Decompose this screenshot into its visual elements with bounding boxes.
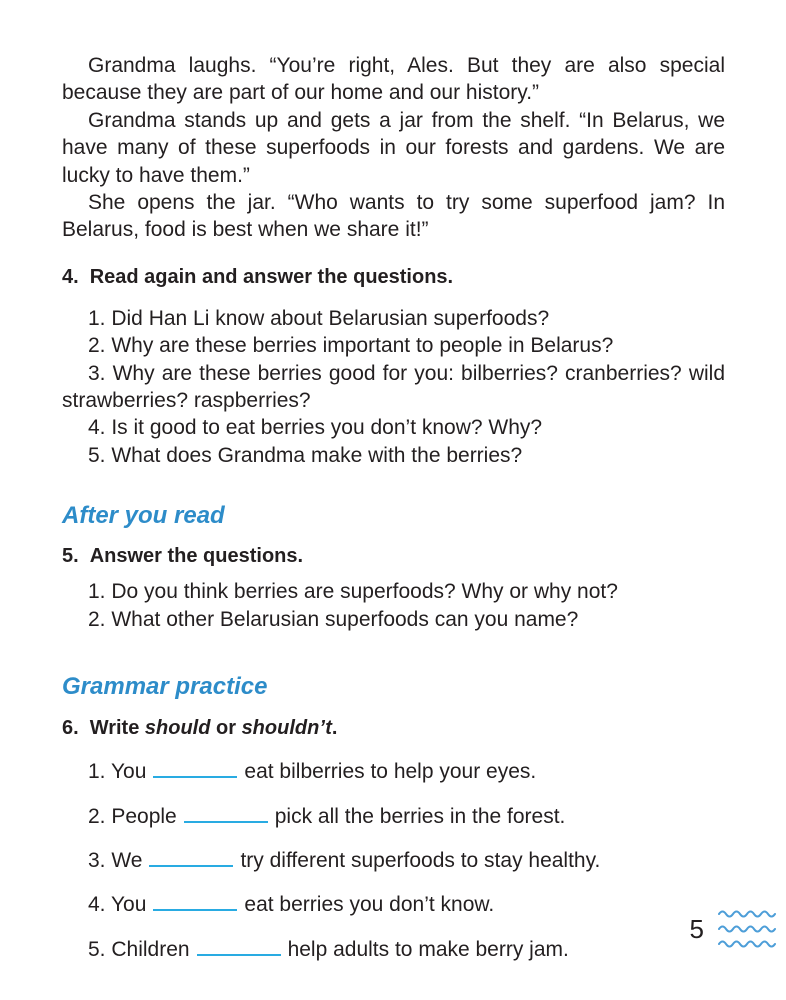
reading-paragraph: Grandma laughs. “You’re right, Ales. But they are also special because they are part of our home and our history.” [62,54,725,105]
exercise-5-questions [62,578,725,633]
section-heading-after-you-read: After you read [62,502,225,530]
exercise-5-number: 5. [62,545,79,568]
answer-blank[interactable] [197,933,281,956]
reading-paragraph: Grandma stands up and gets a jar from the shelf. “In Belarus, we have many of these superfoods in our forests and gardens. We are lucky to have them.” [62,108,725,187]
exercise-4-questions [62,305,725,469]
waves-icon [718,908,776,950]
question-item: 2. Why are these berries important to people in Belarus? [88,334,614,358]
section-heading-grammar-practice: Grammar practice [62,673,268,701]
exercise-6-heading [62,715,725,741]
fill-in-sentence: 1. You eat bilberries to help your eyes. [62,755,725,785]
question-item: 3. Why are these berries good for you: bilberries? cranberries? wild strawberries? raspberries? [62,361,725,413]
answer-blank[interactable] [184,800,268,823]
exercise-6-title: Write should or shouldn’t. [89,717,338,740]
exercise-6-number: 6. [62,717,79,740]
reading-paragraph: She opens the jar. “Who wants to try some superfood jam? In Belarus, food is best when we share it!” [62,191,725,242]
exercise-5-heading [62,543,725,569]
exercise-4-title: Read again and answer the questions. [89,265,454,288]
exercise-6-items [62,755,725,963]
exercise-5-title: Answer the questions. [89,545,304,568]
fill-in-sentence: 3. We try different superfoods to stay healthy. [62,844,725,874]
fill-in-sentence: 5. Children help adults to make berry jam. [62,933,725,963]
exercise-4-heading [62,264,725,290]
page-content [62,52,725,963]
question-item: 1. Do you think berries are superfoods? Why or why not? [88,580,618,604]
page-footer [690,908,776,950]
answer-blank[interactable] [153,888,237,911]
question-item: 1. Did Han Li know about Belarusian superfoods? [88,306,550,330]
fill-in-sentence: 4. You eat berries you don’t know. [62,888,725,918]
question-item: 4. Is it good to eat berries you don’t know? Why? [88,416,543,440]
fill-in-sentence: 2. People pick all the berries in the forest. [62,800,725,830]
question-item: 5. What does Grandma make with the berries? [88,443,523,467]
question-item: 2. What other Belarusian superfoods can you name? [88,607,579,631]
answer-blank[interactable] [153,755,237,778]
answer-blank[interactable] [149,844,233,867]
page-number: 5 [689,914,704,944]
exercise-4-number: 4. [62,265,79,288]
